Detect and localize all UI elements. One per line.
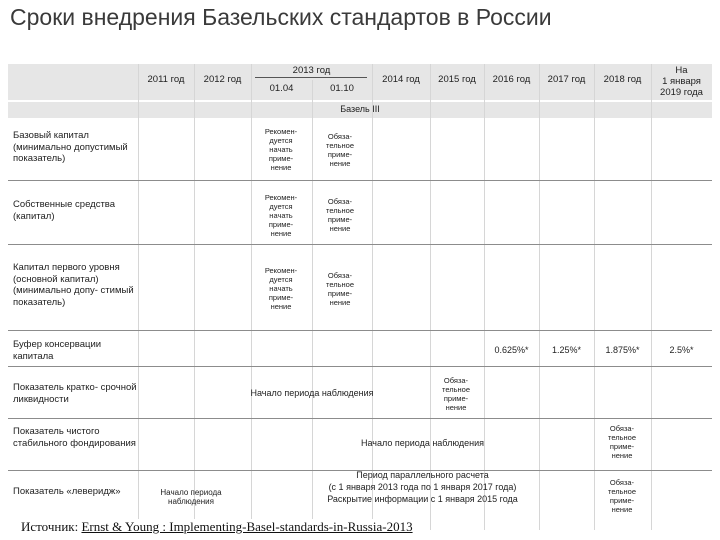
header-year-2017: 2017 год [547, 74, 586, 85]
mandatory-note: Обяза- тельное приме- нение [607, 424, 637, 460]
buffer-value-2018: 1.875%* [605, 345, 640, 355]
grid-line [539, 64, 540, 530]
recommended-note: Рекомен- дуется начать приме- нение [264, 193, 298, 238]
header-2013-oct: 01.10 [330, 83, 354, 94]
row-divider [8, 180, 712, 181]
disclosure-note: Раскрытие информации с 1 января 2015 года [327, 494, 518, 504]
header-year-2013: 2013 год [292, 65, 331, 76]
header-year-2014: 2014 год [382, 74, 420, 85]
grid-line [651, 64, 652, 530]
row-label-lcr: Показатель кратко- срочной ликвидности [13, 382, 137, 405]
row-label-nsfr: Показатель чистого стабильного фондирования [13, 426, 136, 449]
row-label-conservation-buffer: Буфер консервации капитала [13, 339, 102, 362]
header-2013-rule [255, 77, 367, 78]
header-year-2016: 2016 год [492, 74, 531, 85]
buffer-value-2016: 0.625%* [494, 345, 529, 355]
source-link[interactable]: Ernst & Young : Implementing-Basel-standards-in-Russia-2013 [81, 519, 413, 534]
recommended-note: Рекомен- дуется начать приме- нение [264, 127, 298, 172]
row-label-leverage: Показатель «леверидж» [13, 486, 121, 497]
grid-line [484, 64, 485, 530]
header-year-2012: 2012 год [203, 74, 242, 85]
mandatory-note: Обяза- тельное приме- нение [441, 376, 471, 412]
row-divider [8, 366, 712, 367]
row-label-own-funds: Собственные средства (капитал) [13, 199, 116, 222]
mandatory-note: Обяза- тельное приме- нение [325, 132, 355, 168]
page-title: Сроки внедрения Базельских стандартов в России [10, 4, 552, 30]
row-divider [8, 244, 712, 245]
observation-start-note: Начало периода наблюдения [361, 438, 484, 448]
timeline-table [8, 64, 712, 530]
observation-start-note: Начало периода наблюдения [250, 388, 374, 398]
source-prefix: Источник: [21, 519, 82, 534]
mandatory-note: Обяза- тельное приме- нение [325, 271, 355, 307]
grid-line [430, 64, 431, 530]
parallel-calc-period: (с 1 января 2013 года по 1 января 2017 года) [328, 482, 517, 492]
header-year-2011: 2011 год [147, 74, 185, 85]
mandatory-note: Обяза- тельное приме- нение [607, 478, 637, 514]
grid-line [372, 64, 373, 530]
header-2013-apr: 01.04 [269, 83, 294, 94]
mandatory-note: Обяза- тельное приме- нение [325, 197, 355, 233]
grid-line [594, 64, 595, 530]
grid-line [312, 80, 313, 530]
row-label-core-capital: Базовый капитал (минимально допустимый показатель) [13, 130, 128, 164]
row-divider [8, 330, 712, 331]
recommended-note: Рекомен- дуется начать приме- нение [264, 266, 298, 311]
row-label-tier1-capital: Капитал первого уровня (основной капитал) (минимально допу- стимый показатель) [13, 262, 134, 308]
header-last-2: 1 января [662, 76, 701, 87]
header-year-2018: 2018 год [603, 74, 642, 85]
header-year-2015: 2015 год [438, 74, 476, 85]
source-caption [18, 519, 416, 535]
grid-line [194, 64, 195, 530]
buffer-value-2017: 1.25%* [551, 345, 582, 355]
observation-start-note: Начало периода наблюдения [160, 488, 222, 506]
buffer-value-2019: 2.5%* [669, 345, 694, 355]
header-last-3: 2019 года [660, 87, 703, 98]
parallel-calc-title: Период параллельного расчета [356, 470, 489, 480]
row-divider [8, 418, 712, 419]
grid-line [251, 64, 252, 530]
section-title: Базель III [340, 104, 380, 114]
header-last-1: На [675, 65, 688, 76]
